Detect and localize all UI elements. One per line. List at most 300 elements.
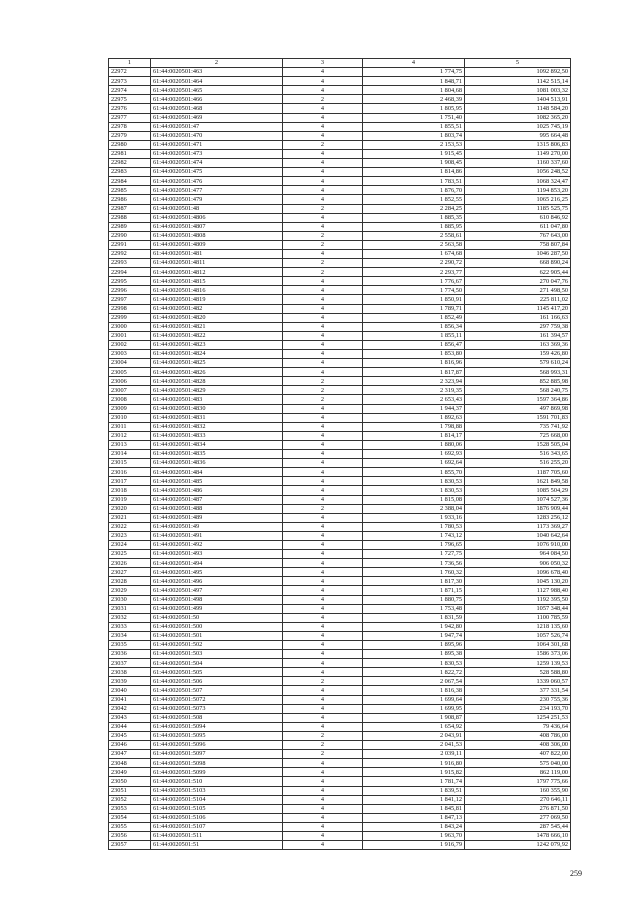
- table-cell: 1 753,48: [363, 604, 465, 613]
- table-cell: 1 804,68: [363, 86, 465, 95]
- table-cell: 4: [283, 650, 363, 659]
- table-cell: 2 039,11: [363, 750, 465, 759]
- table-cell: 4: [283, 404, 363, 413]
- table-cell: 61:44:0020501:507: [151, 686, 283, 695]
- table-cell: 230 755,36: [465, 695, 571, 704]
- table-row: [109, 841, 571, 850]
- table-cell: 23049: [109, 768, 151, 777]
- table-cell: 23038: [109, 668, 151, 677]
- table-cell: 61:44:0020501:508: [151, 713, 283, 722]
- table-cell: 23057: [109, 841, 151, 850]
- table-cell: 2 468,39: [363, 95, 465, 104]
- table-cell: 61:44:0020501:506: [151, 677, 283, 686]
- table-cell: 23047: [109, 750, 151, 759]
- table-cell: 1 817,30: [363, 577, 465, 586]
- table-cell: 4: [283, 495, 363, 504]
- table-cell: 4: [283, 450, 363, 459]
- table-cell: 1187 705,60: [465, 468, 571, 477]
- table-row: [109, 177, 571, 186]
- table-cell: 61:44:0020501:484: [151, 468, 283, 477]
- table-cell: 61:44:0020501:4825: [151, 359, 283, 368]
- table-cell: 61:44:0020501:4832: [151, 422, 283, 431]
- table-cell: 161 166,63: [465, 313, 571, 322]
- table-cell: 4: [283, 422, 363, 431]
- table-cell: 4: [283, 759, 363, 768]
- table-cell: 61:44:0020501:5105: [151, 804, 283, 813]
- table-cell: 22974: [109, 86, 151, 95]
- table-cell: 575 040,00: [465, 759, 571, 768]
- table-cell: 862 119,00: [465, 768, 571, 777]
- table-cell: 22995: [109, 277, 151, 286]
- table-cell: 1076 910,00: [465, 540, 571, 549]
- table-cell: 1 774,75: [363, 68, 465, 77]
- table-cell: 1 830,53: [363, 486, 465, 495]
- table-cell: 4: [283, 222, 363, 231]
- table-cell: 1057 526,74: [465, 631, 571, 640]
- table-cell: 4: [283, 668, 363, 677]
- table-cell: 2 290,72: [363, 259, 465, 268]
- table-cell: 4: [283, 149, 363, 158]
- table-cell: 1160 337,60: [465, 159, 571, 168]
- table-row: [109, 377, 571, 386]
- table-row: [109, 677, 571, 686]
- table-cell: 2: [283, 204, 363, 213]
- table-cell: 23012: [109, 431, 151, 440]
- table-cell: 4: [283, 622, 363, 631]
- table-cell: 61:44:0020501:487: [151, 495, 283, 504]
- table-row: [109, 586, 571, 595]
- table-row: [109, 213, 571, 222]
- table-cell: 23004: [109, 359, 151, 368]
- table-cell: 4: [283, 486, 363, 495]
- table-row: [109, 540, 571, 549]
- table-row: [109, 131, 571, 140]
- table-cell: 23010: [109, 413, 151, 422]
- table-row: [109, 531, 571, 540]
- table-cell: 4: [283, 686, 363, 695]
- table-cell: 1 815,08: [363, 495, 465, 504]
- table-row: [109, 240, 571, 249]
- page-number: 259: [570, 869, 582, 878]
- table-cell: 23046: [109, 741, 151, 750]
- table-cell: 1065 216,25: [465, 195, 571, 204]
- table-cell: 22998: [109, 304, 151, 313]
- table-cell: 1 876,70: [363, 186, 465, 195]
- table-cell: 23042: [109, 704, 151, 713]
- table-cell: 22999: [109, 313, 151, 322]
- table-cell: 1254 251,53: [465, 713, 571, 722]
- table-cell: 1 830,53: [363, 477, 465, 486]
- table-cell: 2: [283, 240, 363, 249]
- table-cell: 23028: [109, 577, 151, 586]
- table-row: [109, 795, 571, 804]
- table-cell: 61:44:0020501:504: [151, 659, 283, 668]
- table-row: [109, 641, 571, 650]
- table-row: [109, 568, 571, 577]
- table-cell: 1057 348,44: [465, 604, 571, 613]
- table-cell: 23022: [109, 522, 151, 531]
- table-cell: 4: [283, 713, 363, 722]
- table-cell: 61:44:0020501:498: [151, 595, 283, 604]
- table-cell: 408 306,00: [465, 741, 571, 750]
- table-cell: 1 885,35: [363, 213, 465, 222]
- table-cell: 23043: [109, 713, 151, 722]
- table-cell: 23019: [109, 495, 151, 504]
- table-cell: 4: [283, 77, 363, 86]
- table-cell: 668 890,24: [465, 259, 571, 268]
- table-cell: 61:44:0020501:468: [151, 104, 283, 113]
- table-row: [109, 304, 571, 313]
- table-row: [109, 113, 571, 122]
- table-cell: 61:44:0020501:465: [151, 86, 283, 95]
- table-cell: 61:44:0020501:5107: [151, 822, 283, 831]
- table-cell: 4: [283, 440, 363, 449]
- table-cell: 61:44:0020501:5106: [151, 813, 283, 822]
- table-cell: 22996: [109, 286, 151, 295]
- table-cell: 23045: [109, 731, 151, 740]
- table-row: [109, 713, 571, 722]
- table-cell: 4: [283, 331, 363, 340]
- table-cell: 23035: [109, 641, 151, 650]
- table-cell: 1 781,74: [363, 777, 465, 786]
- table-cell: 61:44:0020501:4819: [151, 295, 283, 304]
- table-cell: 79 436,64: [465, 722, 571, 731]
- table-cell: 4: [283, 359, 363, 368]
- table-cell: 1404 513,91: [465, 95, 571, 104]
- table-cell: 23037: [109, 659, 151, 668]
- table-cell: 23055: [109, 822, 151, 831]
- table-cell: 1478 666,10: [465, 831, 571, 840]
- table-cell: 4: [283, 613, 363, 622]
- table-cell: 4: [283, 322, 363, 331]
- table-cell: 1797 775,66: [465, 777, 571, 786]
- table-cell: 61:44:0020501:464: [151, 77, 283, 86]
- table-cell: 23014: [109, 450, 151, 459]
- table-cell: 995 664,48: [465, 131, 571, 140]
- table-row: [109, 750, 571, 759]
- table-row: [109, 459, 571, 468]
- table-cell: 4: [283, 68, 363, 77]
- table-cell: 4: [283, 704, 363, 713]
- table-cell: 22972: [109, 68, 151, 77]
- table-row: [109, 495, 571, 504]
- table-cell: 4: [283, 804, 363, 813]
- table-cell: 1 908,45: [363, 159, 465, 168]
- table-row: [109, 695, 571, 704]
- table-cell: 1085 504,29: [465, 486, 571, 495]
- table-cell: 4: [283, 722, 363, 731]
- table-cell: 23007: [109, 386, 151, 395]
- table-cell: 2: [283, 750, 363, 759]
- table-cell: 1096 678,40: [465, 568, 571, 577]
- table-cell: 61:44:0020501:474: [151, 159, 283, 168]
- table-row: [109, 322, 571, 331]
- table-cell: 61:44:0020501:5096: [151, 741, 283, 750]
- table-cell: 4: [283, 113, 363, 122]
- table-cell: 61:44:0020501:499: [151, 604, 283, 613]
- table-cell: 61:44:0020501:4834: [151, 440, 283, 449]
- table-cell: 4: [283, 604, 363, 613]
- table-cell: 4: [283, 559, 363, 568]
- table-cell: 23023: [109, 531, 151, 540]
- table-cell: 1 916,80: [363, 759, 465, 768]
- table-cell: 23024: [109, 540, 151, 549]
- table-cell: 1339 060,57: [465, 677, 571, 686]
- table-cell: 4: [283, 313, 363, 322]
- table-cell: 61:44:0020501:4820: [151, 313, 283, 322]
- table-cell: 23051: [109, 786, 151, 795]
- table-cell: 1 774,50: [363, 286, 465, 295]
- table-cell: 4: [283, 168, 363, 177]
- table-cell: 61:44:0020501:51: [151, 841, 283, 850]
- table-cell: 2: [283, 259, 363, 268]
- table-cell: 23009: [109, 404, 151, 413]
- table-cell: 23029: [109, 586, 151, 595]
- table-cell: 1 839,51: [363, 786, 465, 795]
- table-row: [109, 577, 571, 586]
- table-cell: 22977: [109, 113, 151, 122]
- table-cell: 23032: [109, 613, 151, 622]
- table-cell: 23027: [109, 568, 151, 577]
- table-cell: 1 699,95: [363, 704, 465, 713]
- table-cell: 1068 324,47: [465, 177, 571, 186]
- table-cell: 23040: [109, 686, 151, 695]
- table-cell: 61:44:0020501:4828: [151, 377, 283, 386]
- table-row: [109, 504, 571, 513]
- table-cell: 4: [283, 468, 363, 477]
- table-cell: 610 846,92: [465, 213, 571, 222]
- table-cell: 23054: [109, 813, 151, 822]
- table-cell: 23003: [109, 350, 151, 359]
- table-cell: 61:44:0020501:4815: [151, 277, 283, 286]
- table-cell: 4: [283, 595, 363, 604]
- table-row: [109, 522, 571, 531]
- table-cell: 2 153,53: [363, 140, 465, 149]
- table-row: [109, 422, 571, 431]
- table-cell: 4: [283, 277, 363, 286]
- table-cell: 1218 135,60: [465, 622, 571, 631]
- table-cell: 22985: [109, 186, 151, 195]
- table-cell: 1 916,79: [363, 841, 465, 850]
- table-cell: 2 041,53: [363, 741, 465, 750]
- table-cell: 160 355,90: [465, 786, 571, 795]
- table-cell: 1192 395,50: [465, 595, 571, 604]
- table-cell: 1 654,92: [363, 722, 465, 731]
- table-cell: 2 558,61: [363, 231, 465, 240]
- table-cell: 23052: [109, 795, 151, 804]
- table-cell: 4: [283, 659, 363, 668]
- table-row: [109, 86, 571, 95]
- table-cell: 61:44:0020501:497: [151, 586, 283, 595]
- table-cell: 61:44:0020501:486: [151, 486, 283, 495]
- table-cell: 1148 584,20: [465, 104, 571, 113]
- table-cell: 61:44:0020501:48: [151, 204, 283, 213]
- table-cell: 1025 745,19: [465, 122, 571, 131]
- header-cell: 1: [109, 59, 151, 68]
- table-cell: 23013: [109, 440, 151, 449]
- table-row: [109, 68, 571, 77]
- table-row: [109, 386, 571, 395]
- table-cell: 4: [283, 431, 363, 440]
- table-cell: 61:44:0020501:485: [151, 477, 283, 486]
- table-cell: 497 869,98: [465, 404, 571, 413]
- table-cell: 4: [283, 540, 363, 549]
- table-row: [109, 95, 571, 104]
- table-cell: 1 855,11: [363, 331, 465, 340]
- table-row: [109, 731, 571, 740]
- table-row: [109, 277, 571, 286]
- table-row: [109, 704, 571, 713]
- table-cell: 4: [283, 795, 363, 804]
- table-cell: 4: [283, 122, 363, 131]
- table-cell: 4: [283, 340, 363, 349]
- table-cell: 516 255,20: [465, 459, 571, 468]
- table-cell: 61:44:0020501:5103: [151, 786, 283, 795]
- table-cell: 1 674,68: [363, 249, 465, 258]
- table-cell: 1056 248,52: [465, 168, 571, 177]
- table-cell: 1173 369,27: [465, 522, 571, 531]
- table-cell: 1 798,88: [363, 422, 465, 431]
- table-cell: 23011: [109, 422, 151, 431]
- table-cell: 1 751,40: [363, 113, 465, 122]
- table-row: [109, 686, 571, 695]
- table-cell: 23026: [109, 559, 151, 568]
- table-cell: 2 293,77: [363, 268, 465, 277]
- table-row: [109, 413, 571, 422]
- table-row: [109, 804, 571, 813]
- table-cell: 4: [283, 477, 363, 486]
- table-cell: 61:44:0020501:481: [151, 249, 283, 258]
- table-cell: 270 047,76: [465, 277, 571, 286]
- table-cell: 61:44:0020501:50: [151, 613, 283, 622]
- table-cell: 2: [283, 268, 363, 277]
- table-row: [109, 613, 571, 622]
- table-cell: 2: [283, 377, 363, 386]
- table-cell: 1 880,06: [363, 440, 465, 449]
- table-row: [109, 140, 571, 149]
- table-cell: 1185 525,75: [465, 204, 571, 213]
- header-cell: 3: [283, 59, 363, 68]
- table-cell: 234 193,70: [465, 704, 571, 713]
- table-row: [109, 168, 571, 177]
- table-row: [109, 550, 571, 559]
- table-cell: 1045 130,20: [465, 577, 571, 586]
- table-cell: 61:44:0020501:500: [151, 622, 283, 631]
- table-cell: 611 047,80: [465, 222, 571, 231]
- table-row: [109, 149, 571, 158]
- table-cell: 1 803,74: [363, 131, 465, 140]
- table-cell: 4: [283, 813, 363, 822]
- table-cell: 22983: [109, 168, 151, 177]
- table-row: [109, 268, 571, 277]
- table-cell: 61:44:0020501:4821: [151, 322, 283, 331]
- table-cell: 61:44:0020501:491: [151, 531, 283, 540]
- table-row: [109, 195, 571, 204]
- table-cell: 1 944,37: [363, 404, 465, 413]
- table-cell: 61:44:0020501:482: [151, 304, 283, 313]
- table-cell: 1 856,34: [363, 322, 465, 331]
- table-cell: 1046 287,50: [465, 249, 571, 258]
- table-cell: 23056: [109, 831, 151, 840]
- table-cell: 61:44:0020501:463: [151, 68, 283, 77]
- table-row: [109, 513, 571, 522]
- table-row: [109, 831, 571, 840]
- table-cell: 2 043,91: [363, 731, 465, 740]
- table-cell: 4: [283, 304, 363, 313]
- table-cell: 1092 892,50: [465, 68, 571, 77]
- table-row: [109, 468, 571, 477]
- table-cell: 23034: [109, 631, 151, 640]
- table-row: [109, 477, 571, 486]
- table-row: [109, 286, 571, 295]
- table-cell: 4: [283, 822, 363, 831]
- table-cell: 22982: [109, 159, 151, 168]
- table-cell: 579 610,24: [465, 359, 571, 368]
- table-cell: 568 240,75: [465, 386, 571, 395]
- table-cell: 1 783,51: [363, 177, 465, 186]
- table-cell: 1 880,75: [363, 595, 465, 604]
- table-cell: 61:44:0020501:49: [151, 522, 283, 531]
- table-cell: 61:44:0020501:4829: [151, 386, 283, 395]
- table-cell: 1 947,74: [363, 631, 465, 640]
- table-cell: 1 692,64: [363, 459, 465, 468]
- table-cell: 2 653,43: [363, 395, 465, 404]
- table-row: [109, 222, 571, 231]
- table-cell: 4: [283, 159, 363, 168]
- table-row: [109, 786, 571, 795]
- table-cell: 287 545,44: [465, 822, 571, 831]
- table-cell: 23017: [109, 477, 151, 486]
- table-cell: 4: [283, 104, 363, 113]
- table-cell: 767 643,00: [465, 231, 571, 240]
- table-cell: 61:44:0020501:496: [151, 577, 283, 586]
- table-row: [109, 404, 571, 413]
- table-cell: 23001: [109, 331, 151, 340]
- table-cell: 61:44:0020501:510: [151, 777, 283, 786]
- table-cell: 4: [283, 86, 363, 95]
- table-cell: 1 692,93: [363, 450, 465, 459]
- table-cell: 1 776,67: [363, 277, 465, 286]
- table-cell: 1064 301,68: [465, 641, 571, 650]
- table-cell: 22987: [109, 204, 151, 213]
- table-cell: 1 871,15: [363, 586, 465, 595]
- table-cell: 4: [283, 186, 363, 195]
- table-cell: 725 668,00: [465, 431, 571, 440]
- table-row: [109, 768, 571, 777]
- table-cell: 1 760,32: [363, 568, 465, 577]
- table-row: [109, 295, 571, 304]
- table-cell: 23031: [109, 604, 151, 613]
- table-cell: 61:44:0020501:4833: [151, 431, 283, 440]
- table-cell: 23036: [109, 650, 151, 659]
- table-row: [109, 186, 571, 195]
- table-cell: 4: [283, 568, 363, 577]
- table-row: [109, 777, 571, 786]
- table-row: [109, 77, 571, 86]
- header-cell: 2: [151, 59, 283, 68]
- table-cell: 1 831,59: [363, 613, 465, 622]
- table-cell: 61:44:0020501:5097: [151, 750, 283, 759]
- table-cell: 4: [283, 768, 363, 777]
- table-cell: 61:44:0020501:4836: [151, 459, 283, 468]
- table-row: [109, 722, 571, 731]
- table-cell: 2: [283, 741, 363, 750]
- table-cell: 23048: [109, 759, 151, 768]
- table-cell: 1074 527,36: [465, 495, 571, 504]
- table-row: [109, 159, 571, 168]
- table-cell: 4: [283, 841, 363, 850]
- table-cell: 1 843,24: [363, 822, 465, 831]
